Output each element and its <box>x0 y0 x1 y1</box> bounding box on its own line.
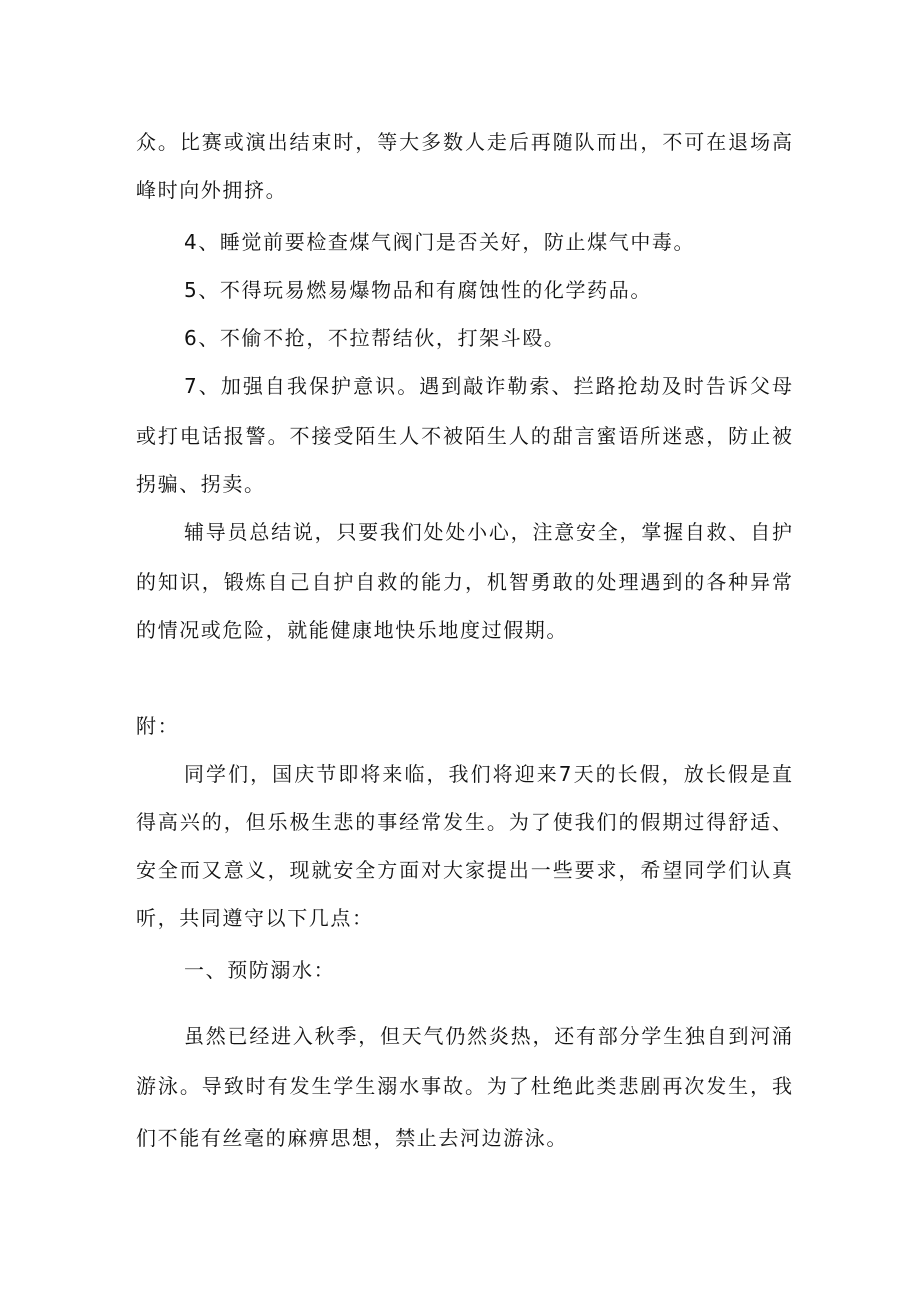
text-line: 众。比赛或演出结束时，等大多数人走后再随队而出，不可在退场高 <box>136 130 792 154</box>
text-line: 听，共同遵守以下几点： <box>136 906 374 930</box>
list-item: 6、不偷不抢，不拉帮结伙，打架斗殴。 <box>184 326 566 350</box>
appendix-heading: 附： <box>136 714 180 738</box>
text-line: 峰时向外拥挤。 <box>136 178 288 202</box>
text-line: 或打电话报警。不接受陌生人不被陌生人的甜言蜜语所迷惑，防止被 <box>136 424 792 448</box>
text-line: 拐骗、拐卖。 <box>136 472 266 496</box>
list-item: 5、不得玩易燃易爆物品和有腐蚀性的化学药品。 <box>184 278 652 302</box>
text-line: 游泳。导致时有发生学生溺水事故。为了杜绝此类悲剧再次发生，我 <box>136 1074 792 1098</box>
paragraph-line: 虽然已经进入秋季，但天气仍然炎热，还有部分学生独自到河涌 <box>184 1024 792 1048</box>
paragraph-line: 同学们，国庆节即将来临，我们将迎来7天的长假，放长假是直 <box>184 762 792 786</box>
text-line: 们不能有丝毫的麻痹思想，禁止去河边游泳。 <box>136 1126 568 1150</box>
section-heading: 一、预防溺水： <box>184 958 336 982</box>
text-line: 的情况或危险，就能健康地快乐地度过假期。 <box>136 618 568 642</box>
text-line: 安全而又意义，现就安全方面对大家提出一些要求，希望同学们认真 <box>136 858 792 882</box>
list-item: 4、睡觉前要检查煤气阀门是否关好，防止煤气中毒。 <box>184 230 696 254</box>
text-line: 得高兴的，但乐极生悲的事经常发生。为了使我们的假期过得舒适、 <box>136 810 792 834</box>
list-item: 7、加强自我保护意识。遇到敲诈勒索、拦路抢劫及时告诉父母 <box>184 374 792 398</box>
paragraph-line: 辅导员总结说，只要我们处处小心，注意安全，掌握自救、自护 <box>184 520 792 544</box>
text-line: 的知识，锻炼自己自护自救的能力，机智勇敢的处理遇到的各种异常 <box>136 570 792 594</box>
